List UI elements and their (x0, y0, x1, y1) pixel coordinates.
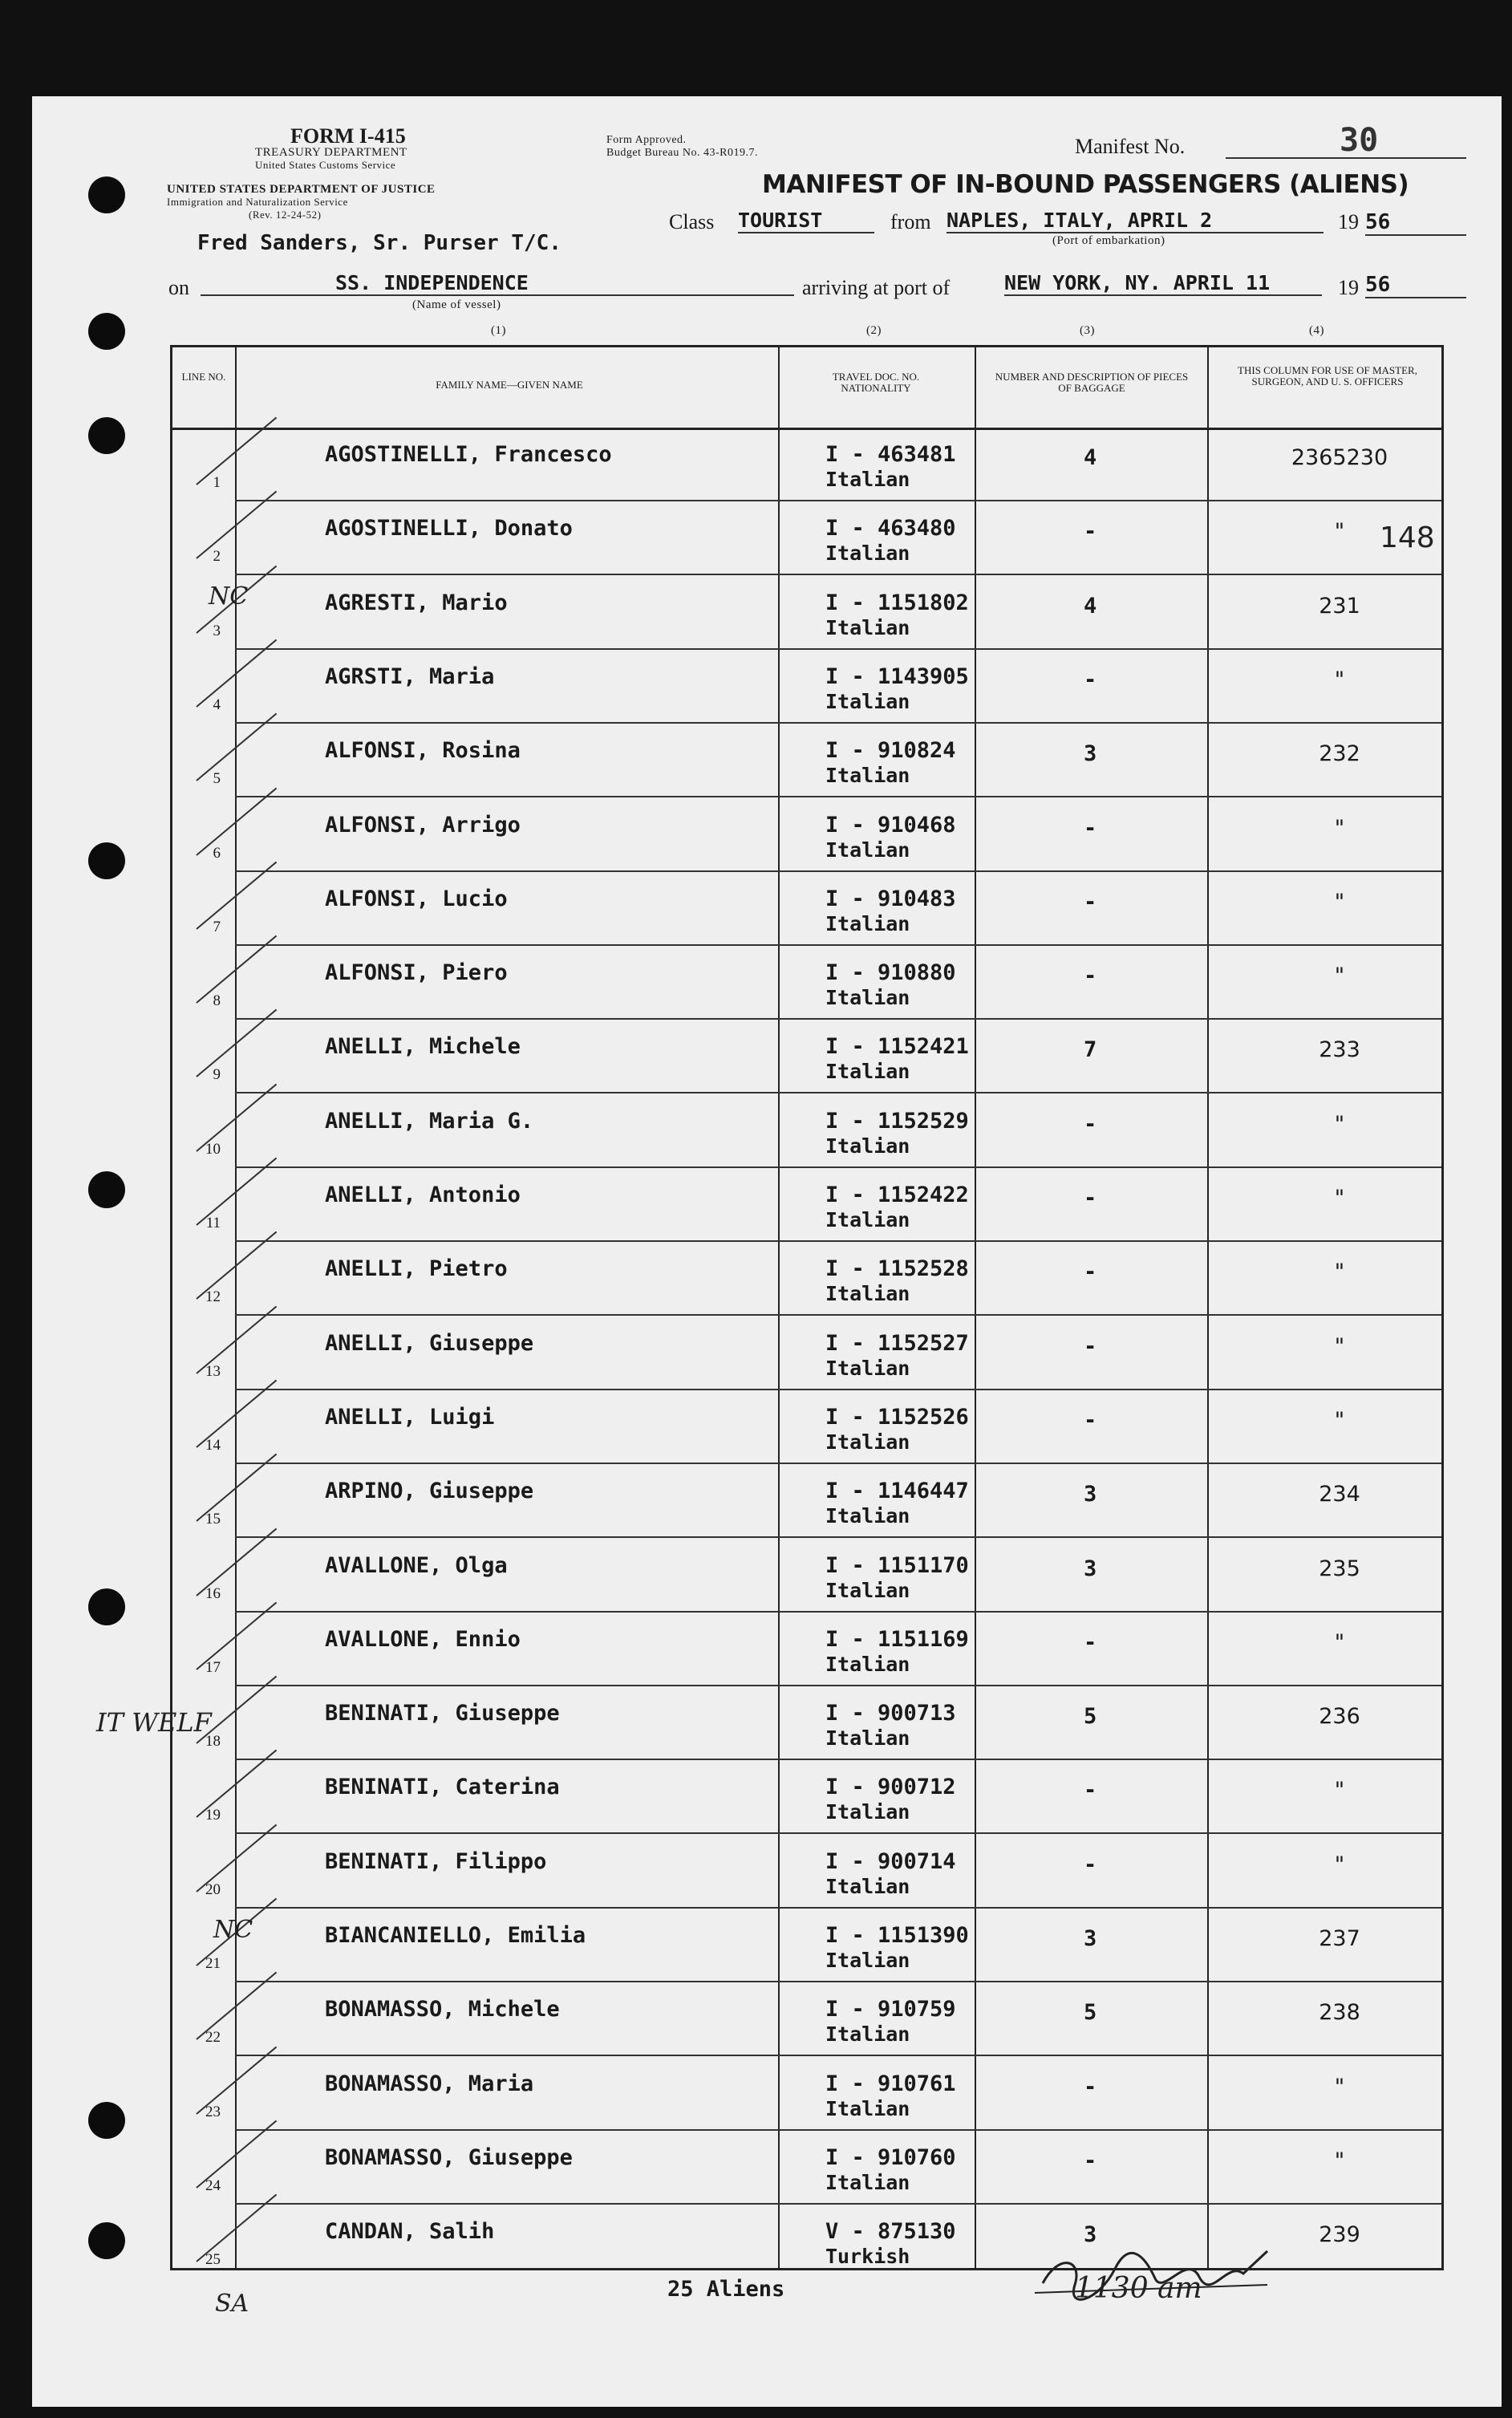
table-row (172, 1390, 1441, 1464)
passenger-name: ALFONSI, Lucio (325, 886, 508, 911)
class-label: Class (669, 210, 715, 233)
passenger-name: AGRSTI, Maria (325, 663, 495, 689)
on-label: on (168, 276, 189, 299)
check-mark (196, 2194, 277, 2262)
vessel-note: (Name of vessel) (412, 298, 501, 311)
officer-note: " (1334, 1852, 1345, 1877)
officer-note: " (1334, 667, 1345, 692)
nationality: Italian (825, 1578, 910, 1602)
baggage-count: 5 (1084, 2000, 1097, 2026)
travel-doc-number: I - 900712 (825, 1775, 956, 1800)
nationality: Italian (825, 1282, 910, 1306)
table-row (172, 1686, 1441, 1760)
manifest-number: 30 (1340, 122, 1379, 159)
nationality: Italian (825, 1504, 910, 1528)
officer-note: " (1334, 519, 1345, 545)
nationality: Italian (825, 1430, 910, 1454)
line-number: 7 (213, 918, 221, 935)
table-row (172, 576, 1441, 650)
passenger-name: ARPINO, Giuseppe (325, 1479, 534, 1504)
nationality: Italian (825, 1874, 910, 1898)
budget-bureau: Budget Bureau No. 43-R019.7. (606, 147, 758, 159)
travel-doc-number: I - 910483 (825, 886, 956, 911)
line-number: 18 (205, 1733, 221, 1751)
check-mark (196, 491, 277, 559)
nationality: Italian (825, 911, 910, 935)
table-row (172, 2057, 1441, 2131)
line-number: 17 (205, 1658, 221, 1676)
baggage-count: - (1084, 1111, 1097, 1137)
manifest-sheet (32, 96, 1502, 2407)
punch-hole (88, 1588, 125, 1625)
aliens-total: 25 Aliens (667, 2277, 785, 2302)
line-number: 25 (205, 2251, 221, 2269)
officer-note: 235 (1319, 1556, 1360, 1581)
table-row (172, 1982, 1441, 2056)
form-number: FORM I-415 (290, 124, 406, 148)
table-row (172, 1242, 1441, 1316)
manifest-title: MANIFEST OF IN-BOUND PASSENGERS (ALIENS) (762, 170, 1409, 199)
header-name: FAMILY NAME—GIVEN NAME (436, 379, 583, 391)
passenger-name: AGOSTINELLI, Donato (325, 516, 573, 542)
officer-note: " (1334, 2074, 1345, 2100)
table-row (172, 1464, 1441, 1538)
officer-note: " (1334, 1407, 1345, 1433)
baggage-count: - (1084, 2148, 1097, 2173)
table-row (172, 1168, 1441, 1242)
travel-doc-number: I - 1146447 (825, 1479, 969, 1504)
line-number: 22 (205, 2029, 221, 2047)
punch-hole (88, 313, 125, 350)
officer-note: " (1334, 1778, 1345, 1803)
table-row (172, 1539, 1441, 1613)
officer-note: " (1334, 1629, 1345, 1655)
officer-note: " (1334, 815, 1345, 841)
nationality: Italian (825, 1800, 910, 1824)
officer-note: " (1334, 1260, 1345, 1285)
dept-treasury-sub: United States Customs Service (255, 159, 396, 171)
passenger-name: ANELLI, Michele (325, 1034, 521, 1060)
officer-note: 236 (1319, 1704, 1360, 1730)
nationality: Italian (825, 986, 910, 1010)
table-row (172, 946, 1441, 1020)
year-prefix-2: 19 (1338, 276, 1359, 299)
form-revision: (Rev. 12-24-52) (249, 209, 322, 221)
check-mark (196, 935, 277, 1004)
travel-doc-number: I - 1151170 (825, 1552, 969, 1578)
check-mark (196, 713, 277, 781)
nationality: Italian (825, 764, 910, 788)
passenger-name: ALFONSI, Piero (325, 960, 508, 986)
travel-doc-number: I - 1152529 (825, 1108, 969, 1134)
passenger-name: BONAMASSO, Michele (325, 1997, 560, 2022)
travel-doc-number: I - 910824 (825, 738, 956, 764)
officer-note: 2365230 (1291, 445, 1388, 470)
check-mark (196, 1158, 277, 1226)
table-row (172, 501, 1441, 575)
passenger-name: AVALLONE, Ennio (325, 1626, 521, 1652)
passenger-name: ANELLI, Antonio (325, 1183, 521, 1207)
travel-doc-number: I - 900713 (825, 1701, 956, 1726)
baggage-count: 4 (1084, 593, 1097, 619)
officer-note: 231 (1319, 593, 1360, 619)
check-mark (196, 639, 277, 708)
table-row (172, 798, 1441, 872)
table-row (172, 1835, 1441, 1909)
table-row (172, 724, 1441, 797)
header-officers: THIS COLUMN FOR USE OF MASTER, SURGEON, AND U. S. OFFICERS (1238, 364, 1417, 387)
travel-doc-number: I - 1151802 (825, 590, 969, 615)
check-mark (196, 1972, 277, 2040)
dept-justice-sub: Immigration and Naturalization Service (167, 196, 348, 208)
check-mark (196, 1009, 277, 1077)
travel-doc-number: I - 1152421 (825, 1034, 969, 1060)
class-value: TOURIST (738, 209, 874, 233)
check-mark (196, 1601, 277, 1669)
passenger-name: ALFONSI, Arrigo (325, 812, 521, 838)
baggage-count: - (1084, 815, 1097, 841)
column-number-3: (3) (1080, 324, 1095, 337)
baggage-count: 3 (1084, 2222, 1097, 2248)
nationality: Italian (825, 1726, 910, 1751)
table-row (172, 1909, 1441, 1982)
line-number: 6 (213, 844, 221, 862)
nationality: Italian (825, 2022, 910, 2047)
nationality: Italian (825, 542, 910, 566)
margin-note-nc: NC (209, 582, 249, 611)
officer-note: 233 (1319, 1037, 1360, 1063)
officer-note: " (1334, 1333, 1345, 1359)
nationality: Italian (825, 838, 910, 862)
check-mark (196, 2120, 277, 2189)
signature-time: 1130 am (1075, 2272, 1202, 2305)
margin-note-sa: SA (215, 2290, 249, 2318)
travel-doc-number: I - 463481 (825, 442, 956, 467)
column-number-4: (4) (1309, 324, 1324, 337)
check-mark (196, 417, 277, 485)
nationality: Italian (825, 468, 910, 491)
header-line-no: LINE NO. (181, 371, 226, 383)
arriving-label: arriving at port of (802, 276, 951, 299)
baggage-count: 3 (1084, 1556, 1097, 1581)
line-number: 2 (213, 548, 221, 566)
punch-hole (88, 2102, 125, 2139)
line-number: 4 (213, 696, 221, 713)
officer-note: 239 (1319, 2222, 1360, 2248)
check-mark (196, 787, 277, 855)
baggage-count: 3 (1084, 741, 1097, 767)
passenger-name: BONAMASSO, Maria (325, 2071, 534, 2096)
passenger-name: ANELLI, Maria G. (325, 1108, 534, 1134)
line-number: 14 (205, 1436, 221, 1454)
travel-doc-number: I - 1152527 (825, 1330, 969, 1356)
officer-note: 237 (1319, 1926, 1360, 1951)
nationality: Turkish (825, 2245, 910, 2269)
column-number-1: (1) (491, 324, 506, 337)
line-number: 13 (205, 1362, 221, 1380)
nationality: Italian (825, 689, 910, 713)
line-number: 20 (205, 1880, 221, 1898)
travel-doc-number: I - 910759 (825, 1997, 956, 2022)
check-mark (196, 1527, 277, 1596)
check-mark (196, 1305, 277, 1373)
baggage-count: 4 (1084, 445, 1097, 470)
header-baggage: NUMBER AND DESCRIPTION OF PIECES OF BAGGAGE (995, 371, 1189, 394)
officer-note: 234 (1319, 1482, 1360, 1507)
line-number: 10 (205, 1140, 221, 1158)
travel-doc-number: I - 1143905 (825, 663, 969, 689)
passenger-name: ANELLI, Luigi (325, 1404, 495, 1430)
travel-doc-number: I - 1152422 (825, 1183, 969, 1207)
purser-name: Fred Sanders, Sr. Purser T/C. (197, 231, 561, 255)
passenger-name: AGOSTINELLI, Francesco (325, 442, 612, 467)
dept-justice: UNITED STATES DEPARTMENT OF JUSTICE (167, 183, 436, 196)
dept-treasury: TREASURY DEPARTMENT (255, 146, 407, 159)
baggage-count: - (1084, 1260, 1097, 1285)
travel-doc-number: I - 1151390 (825, 1923, 969, 1948)
year-value-1: 56 (1365, 210, 1466, 236)
passenger-name: BIANCANIELLO, Emilia (325, 1923, 586, 1948)
table-row (172, 1094, 1441, 1168)
check-mark (196, 1083, 277, 1151)
officer-note: 232 (1319, 741, 1360, 767)
baggage-count: 3 (1084, 1482, 1097, 1507)
line-number: 3 (213, 622, 221, 639)
travel-doc-number: I - 910761 (825, 2071, 956, 2096)
officer-note: " (1334, 1186, 1345, 1211)
line-number: 24 (205, 2177, 221, 2194)
line-number: 16 (205, 1584, 221, 1602)
baggage-count: - (1084, 1407, 1097, 1433)
nationality: Italian (825, 1652, 910, 1676)
punch-hole (88, 417, 125, 454)
nationality: Italian (825, 2096, 910, 2120)
baggage-count: - (1084, 1778, 1097, 1803)
punch-hole (88, 176, 125, 213)
check-mark (196, 1454, 277, 1522)
form-approved: Form Approved. (606, 134, 687, 146)
baggage-count: - (1084, 519, 1097, 545)
check-mark (196, 1231, 277, 1300)
from-value: NAPLES, ITALY, APRIL 2 (947, 209, 1324, 233)
punch-hole (88, 1171, 125, 1208)
line-number: 15 (205, 1511, 221, 1528)
passenger-name: BENINATI, Giuseppe (325, 1701, 560, 1726)
manifest-no-label: Manifest No. (1075, 135, 1186, 158)
passenger-name: ANELLI, Giuseppe (325, 1330, 534, 1356)
travel-doc-number: I - 463480 (825, 516, 956, 542)
nationality: Italian (825, 1060, 910, 1084)
check-mark (196, 2046, 277, 2114)
arriving-value: NEW YORK, NY. APRIL 11 (1004, 271, 1322, 296)
baggage-count: - (1084, 889, 1097, 915)
check-mark (196, 861, 277, 929)
line-number: 12 (205, 1288, 221, 1306)
line-number: 5 (213, 770, 221, 788)
nationality: Italian (825, 1949, 910, 1972)
column-number-2: (2) (866, 324, 882, 337)
table-row (172, 428, 1441, 501)
table-row (172, 1613, 1441, 1686)
check-mark (196, 1824, 277, 1892)
check-mark (196, 1380, 277, 1448)
vessel-name: SS. INDEPENDENCE (201, 271, 794, 296)
officer-note: " (1334, 964, 1345, 989)
year-prefix-1: 19 (1338, 210, 1359, 233)
passenger-name: BENINATI, Filippo (325, 1848, 547, 1874)
passenger-name: ANELLI, Pietro (325, 1256, 508, 1282)
officer-note: " (1334, 2148, 1345, 2173)
baggage-count: - (1084, 1852, 1097, 1877)
baggage-count: - (1084, 2074, 1097, 2100)
passenger-name: AGRESTI, Mario (325, 590, 508, 615)
travel-doc-number: I - 910760 (825, 2144, 956, 2170)
passenger-table (170, 345, 1444, 2270)
table-row (172, 872, 1441, 946)
nationality: Italian (825, 2170, 910, 2194)
travel-doc-number: I - 1152526 (825, 1404, 969, 1430)
margin-note-148: 148 (1380, 521, 1435, 554)
from-label: from (890, 210, 931, 233)
baggage-count: - (1084, 1333, 1097, 1359)
table-row (172, 1760, 1441, 1834)
passenger-name: ALFONSI, Rosina (325, 738, 521, 764)
nationality: Italian (825, 1356, 910, 1380)
travel-doc-number: I - 910880 (825, 960, 956, 986)
officer-note: " (1334, 889, 1345, 915)
travel-doc-number: I - 900714 (825, 1848, 956, 1874)
table-row (172, 1317, 1441, 1390)
baggage-count: - (1084, 964, 1097, 989)
baggage-count: - (1084, 667, 1097, 692)
passenger-name: BONAMASSO, Giuseppe (325, 2144, 573, 2170)
check-mark (196, 1750, 277, 1818)
margin-note-nc: NC (213, 1916, 253, 1944)
year-value-2: 56 (1365, 273, 1466, 298)
table-row (172, 1020, 1441, 1093)
table-row (172, 2131, 1441, 2205)
punch-hole (88, 842, 125, 879)
travel-doc-number: V - 875130 (825, 2219, 956, 2245)
line-number: 11 (205, 1215, 221, 1231)
line-number: 21 (205, 1955, 221, 1972)
line-number: 19 (205, 1807, 221, 1824)
officer-note: " (1334, 1111, 1345, 1137)
punch-hole (88, 2222, 125, 2259)
line-number: 8 (213, 992, 221, 1010)
travel-doc-number: I - 910468 (825, 812, 956, 838)
nationality: Italian (825, 1208, 910, 1231)
baggage-count: - (1084, 1629, 1097, 1655)
passenger-name: CANDAN, Salih (325, 2219, 495, 2245)
nationality: Italian (825, 615, 910, 639)
baggage-count: 5 (1084, 1704, 1097, 1730)
officer-note: 238 (1319, 2000, 1360, 2026)
travel-doc-number: I - 1151169 (825, 1626, 969, 1652)
baggage-count: - (1084, 1186, 1097, 1211)
table-header (172, 347, 1441, 430)
passenger-name: AVALLONE, Olga (325, 1552, 508, 1578)
travel-doc-number: I - 1152528 (825, 1256, 969, 1282)
embarkation-note: (Port of embarkation) (1052, 234, 1165, 247)
table-row (172, 650, 1441, 724)
line-number: 23 (205, 2103, 221, 2120)
passenger-name: BENINATI, Caterina (325, 1775, 560, 1800)
baggage-count: 3 (1084, 1926, 1097, 1951)
margin-note-welf: IT WELF (96, 1707, 212, 1738)
line-number: 1 (213, 474, 221, 491)
line-number: 9 (213, 1066, 221, 1084)
header-travel-doc: TRAVEL DOC. NO. NATIONALITY (832, 371, 920, 394)
baggage-count: 7 (1084, 1037, 1097, 1063)
nationality: Italian (825, 1134, 910, 1158)
